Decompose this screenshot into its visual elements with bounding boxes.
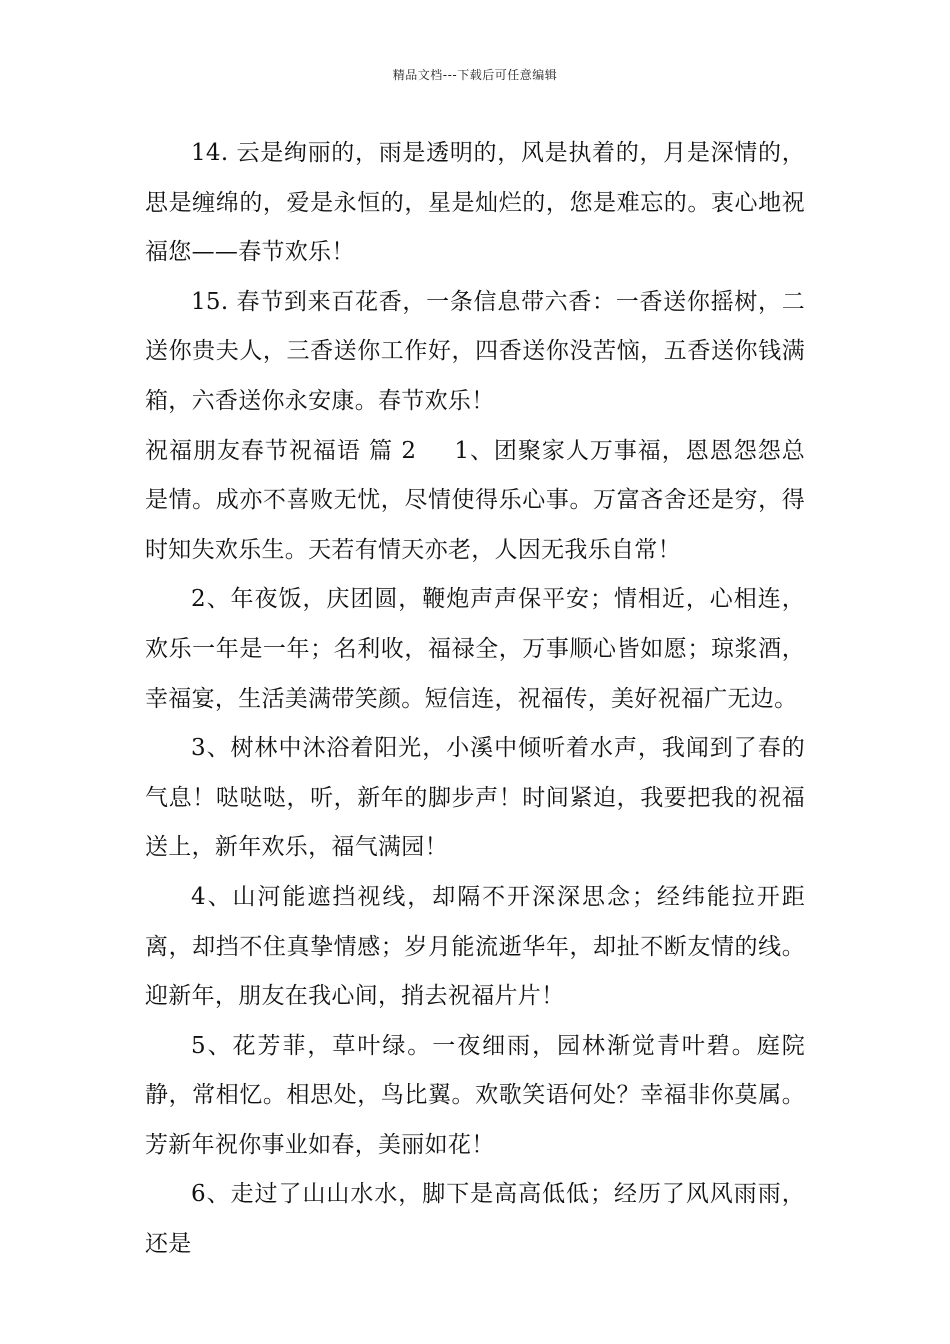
section-first-item: 1、团聚家人万事福，恩恩怨怨总是情。成亦不喜败无忧，尽情使得乐心事。万富吝舍还是穷，得时知失欢乐生。天若有情天亦老，人因无我乐自常！ — [145, 437, 805, 563]
paragraph-14: 14. 云是绚丽的，雨是透明的，风是执着的，月是深情的，思是缠绵的，爱是永恒的，星是灿烂的，您是难忘的。衷心地祝福您——春节欢乐！ — [145, 140, 805, 266]
paragraph-15: 15. 春节到来百花香，一条信息带六香：一香送你摇树，二送你贵夫人，三香送你工作好，四香送你没苦恼，五香送你钱满箱，六香送你永安康。春节欢乐！ — [145, 288, 805, 414]
section-title: 祝福朋友春节祝福语 篇 2 — [145, 437, 417, 464]
paragraph-item-2: 2、年夜饭，庆团圆，鞭炮声声保平安；情相近，心相连，欢乐一年是一年；名利收，福禄全，万事顺心皆如愿；琼浆酒，幸福宴，生活美满带笑颜。短信连，祝福传，美好祝福广无边。 — [145, 586, 805, 712]
section-heading-paragraph — [145, 427, 805, 576]
paragraph-item-3: 3、树林中沐浴着阳光，小溪中倾听着水声，我闻到了春的气息！哒哒哒，听，新年的脚步声！时间紧迫，我要把我的祝福送上，新年欢乐，福气满园！ — [145, 735, 805, 861]
page-header: 精品文档---下载后可任意编辑 — [392, 68, 558, 82]
paragraph-item-4: 4、山河能遮挡视线，却隔不开深深思念；经纬能拉开距离，却挡不住真挚情感；岁月能流逝华年，却扯不断友情的线。迎新年，朋友在我心间，捎去祝福片片！ — [145, 883, 805, 1010]
document-body — [145, 129, 805, 1270]
paragraph-item-5: 5、花芳菲，草叶绿。一夜细雨，园林渐觉青叶碧。庭院静，常相忆。相思处，鸟比翼。欢歌笑语何处？幸福非你莫属。芳新年祝你事业如春，美丽如花！ — [145, 1032, 805, 1158]
paragraph-item-6: 6、走过了山山水水，脚下是高高低低；经历了风风雨雨，还是 — [145, 1181, 805, 1258]
